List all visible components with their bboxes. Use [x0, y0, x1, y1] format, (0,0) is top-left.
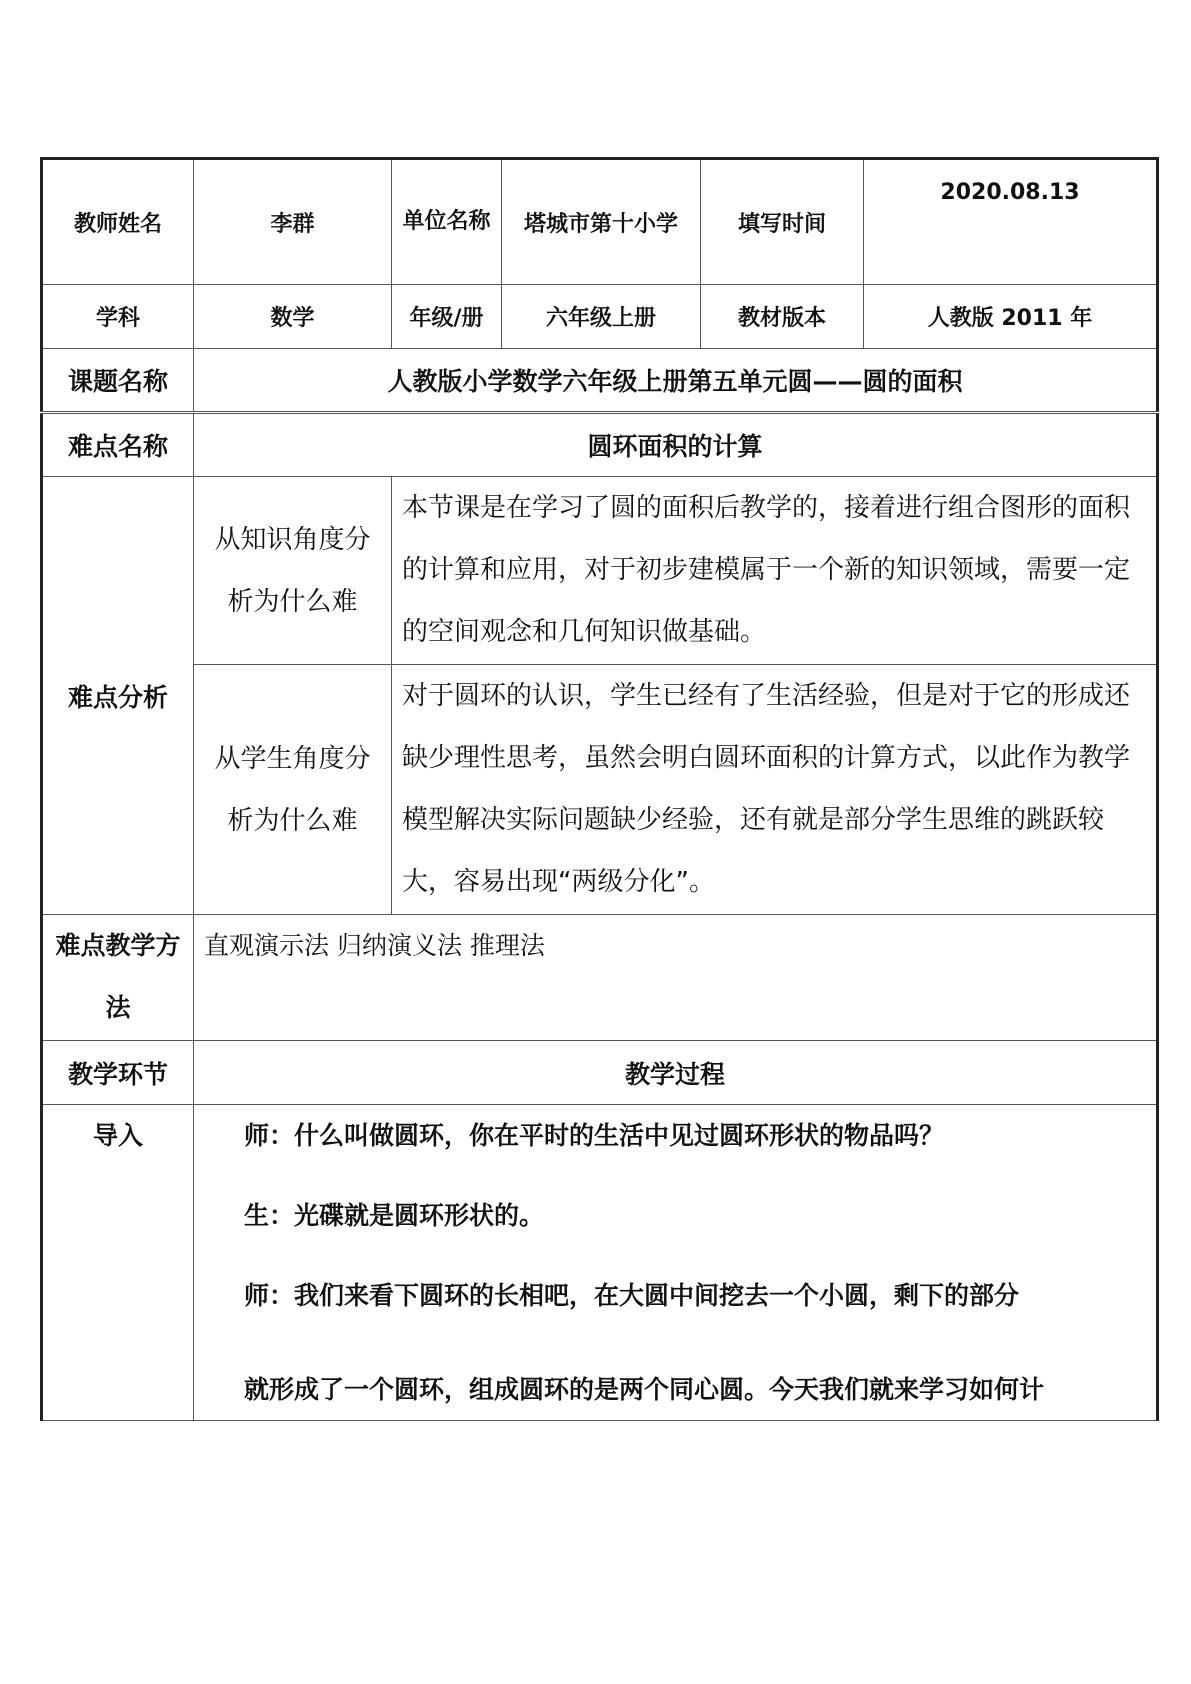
dialogue-line: 师：什么叫做圆环，你在平时的生活中见过圆环形状的物品吗？ [244, 1121, 945, 1150]
process-label: 教学过程 [194, 1041, 1158, 1105]
date-label: 填写时间 [701, 159, 864, 285]
title-label: 课题名称 [42, 349, 194, 413]
intro-label: 导入 [42, 1105, 194, 1421]
title-row [42, 349, 1158, 413]
lesson-plan-table [40, 157, 1159, 1421]
subject-label: 学科 [42, 285, 194, 349]
student-label: 从学生角度分析为什么难 [194, 665, 392, 915]
title-value: 人教版小学数学六年级上册第五单元圆——圆的面积 [194, 349, 1158, 413]
grade-label: 年级/册 [392, 285, 502, 349]
difficulty-row [42, 413, 1158, 477]
edition-label: 教材版本 [701, 285, 864, 349]
header-row-2 [42, 285, 1158, 349]
edition-value: 人教版 2011 年 [864, 285, 1158, 349]
dialogue-line: 师：我们来看下圆环的长相吧，在大圆中间挖去一个小圆，剩下的部分 [244, 1281, 1020, 1310]
analysis-row-student [42, 665, 1158, 915]
intro-row [42, 1105, 1158, 1421]
student-text: 对于圆环的认识，学生已经有了生活经验，但是对于它的形成还缺少理性思考，虽然会明白圆环面积的计算方式，以此作为教学模型解决实际问题缺少经验，还有就是部分学生思维的跳跃较大，容易出现“两级分化”。 [392, 665, 1158, 915]
teacher-value: 李群 [194, 159, 392, 285]
knowledge-label: 从知识角度分析为什么难 [194, 477, 392, 665]
stage-label: 教学环节 [42, 1041, 194, 1105]
unit-value: 塔城市第十小学 [502, 159, 701, 285]
analysis-label: 难点分析 [42, 477, 194, 915]
methods-row [42, 915, 1158, 1041]
grade-value: 六年级上册 [502, 285, 701, 349]
methods-label: 难点教学方法 [42, 915, 194, 1041]
process-header-row [42, 1041, 1158, 1105]
intro-content [194, 1105, 1158, 1421]
dialogue-line: 生：光碟就是圆环形状的。 [244, 1201, 545, 1230]
teacher-label: 教师姓名 [42, 159, 194, 285]
date-value: 2020.08.13 [864, 159, 1158, 285]
methods-value: 直观演示法 归纳演义法 推理法 [194, 915, 1158, 1041]
subject-value: 数学 [194, 285, 392, 349]
unit-label: 单位名称 [392, 159, 502, 285]
knowledge-text: 本节课是在学习了圆的面积后教学的，接着进行组合图形的面积的计算和应用，对于初步建模属于一个新的知识领域，需要一定的空间观念和几何知识做基础。 [392, 477, 1158, 665]
dialogue-line: 就形成了一个圆环，组成圆环的是两个同心圆。今天我们就来学习如何计 [244, 1375, 1045, 1404]
difficulty-value: 圆环面积的计算 [194, 413, 1158, 477]
difficulty-label: 难点名称 [42, 413, 194, 477]
analysis-row-knowledge [42, 477, 1158, 665]
header-row-1 [42, 159, 1158, 285]
